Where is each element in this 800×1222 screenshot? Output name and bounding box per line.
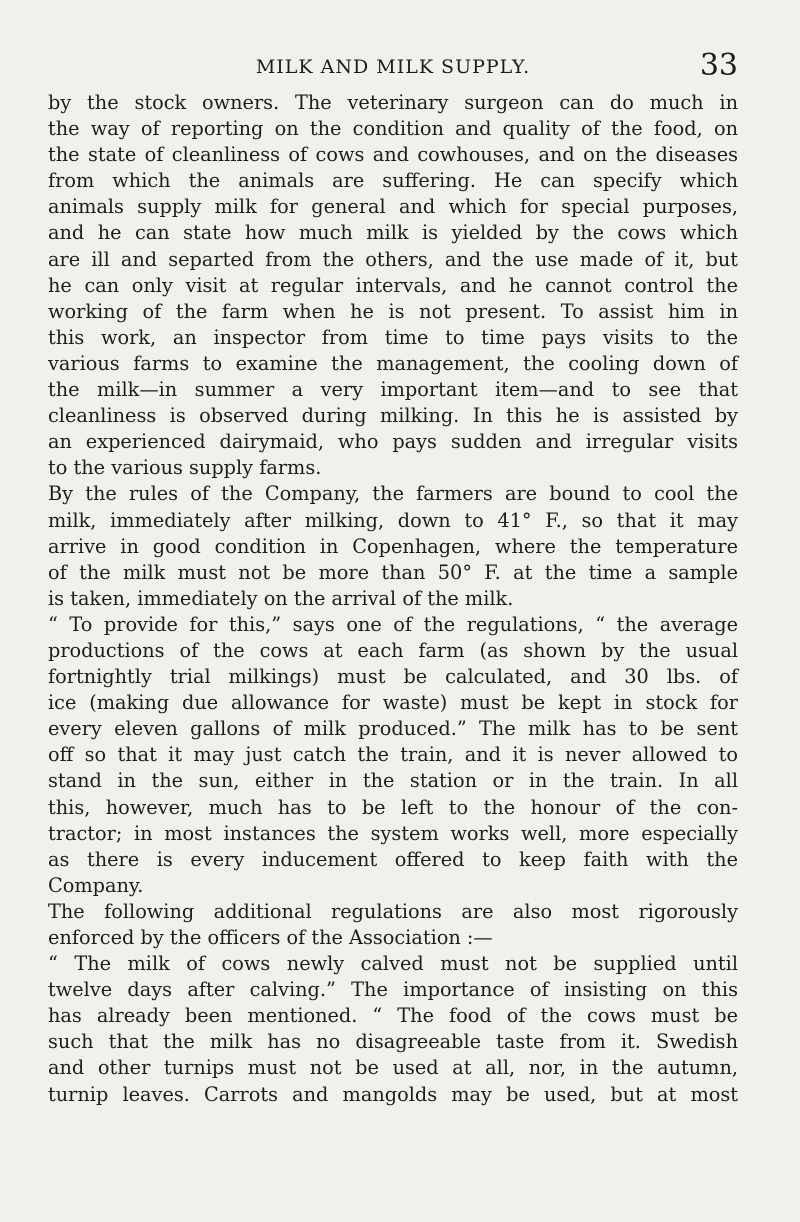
text-line: cleanliness is observed during milking. In this he is assisted by xyxy=(48,404,738,428)
running-head xyxy=(48,48,738,83)
text-line: an experienced dairymaid, who pays sudden and irregular visits xyxy=(48,430,738,454)
text-line: By the rules of the Company, the farmers are bound to cool the xyxy=(48,482,738,506)
text-line: to the various supply farms. xyxy=(48,456,322,480)
running-title: MILK AND MILK SUPPLY. xyxy=(255,56,531,78)
text-line: and other turnips must not be used at all, nor, in the autumn, xyxy=(48,1056,738,1080)
text-line: “ To provide for this,” says one of the regulations, “ the average xyxy=(48,612,738,636)
text-line: as there is every inducement offered to keep faith with the xyxy=(48,847,738,871)
body-text xyxy=(48,90,738,1108)
text-line: the way of reporting on the condition and quality of the food, on xyxy=(48,117,738,141)
text-line: tractor; in most instances the system works well, more especially xyxy=(48,821,738,845)
text-line: this, however, much has to be left to the honour of the con- xyxy=(48,795,738,819)
text-line: “ The milk of cows newly calved must not be supplied until xyxy=(48,952,738,976)
text-line: off so that it may just catch the train, and it is never allowed to xyxy=(48,743,738,767)
text-line: from which the animals are suffering. He can specify which xyxy=(48,169,738,193)
text-line: enforced by the officers of the Association :— xyxy=(48,926,493,949)
text-line: ice (making due allowance for waste) must be kept in stock for xyxy=(48,691,738,715)
page-number: 33 xyxy=(699,48,738,83)
text-line: The following additional regulations are also most rigorously xyxy=(48,899,738,923)
text-line: twelve days after calving.” The importance of insisting on this xyxy=(48,978,738,1002)
text-line: the state of cleanliness of cows and cowhouses, and on the diseases xyxy=(48,143,738,167)
text-line: arrive in good condition in Copenhagen, where the temperature xyxy=(48,534,738,558)
text-line: animals supply milk for general and which for special purposes, xyxy=(48,195,738,219)
text-line: is taken, immediately on the arrival of the milk. xyxy=(48,586,514,610)
text-line: working of the farm when he is not present. To assist him in xyxy=(48,299,738,323)
text-line: Company. xyxy=(48,873,144,897)
text-line: various farms to examine the management, the cooling down of xyxy=(48,351,738,375)
text-line: fortnightly trial milkings) must be calculated, and 30 lbs. of xyxy=(48,665,738,689)
text-line: are ill and separted from the others, and the use made of it, but xyxy=(48,247,738,271)
text-line: turnip leaves. Carrots and mangolds may be used, but at most xyxy=(48,1082,738,1106)
text-line: such that the milk has no disagreeable taste from it. Swedish xyxy=(48,1030,738,1054)
text-line: by the stock owners. The veterinary surgeon can do much in xyxy=(48,91,738,114)
text-line: of the milk must not be more than 50° F. at the time a sample xyxy=(48,560,738,584)
text-line: and he can state how much milk is yielded by the cows which xyxy=(48,221,738,245)
text-line: every eleven gallons of milk produced.” The milk has to be sent xyxy=(48,717,738,741)
text-line: has already been mentioned. “ The food of the cows must be xyxy=(48,1004,738,1028)
text-line: he can only visit at regular intervals, and he cannot control the xyxy=(48,273,738,297)
text-line: productions of the cows at each farm (as shown by the usual xyxy=(48,638,738,662)
text-line: milk, immediately after milking, down to 41° F., so that it may xyxy=(48,508,738,532)
text-line: stand in the sun, either in the station or in the train. In all xyxy=(48,769,738,793)
text-line: the milk—in summer a very important item—and to see that xyxy=(48,378,738,402)
text-line: this work, an inspector from time to time pays visits to the xyxy=(48,325,738,349)
